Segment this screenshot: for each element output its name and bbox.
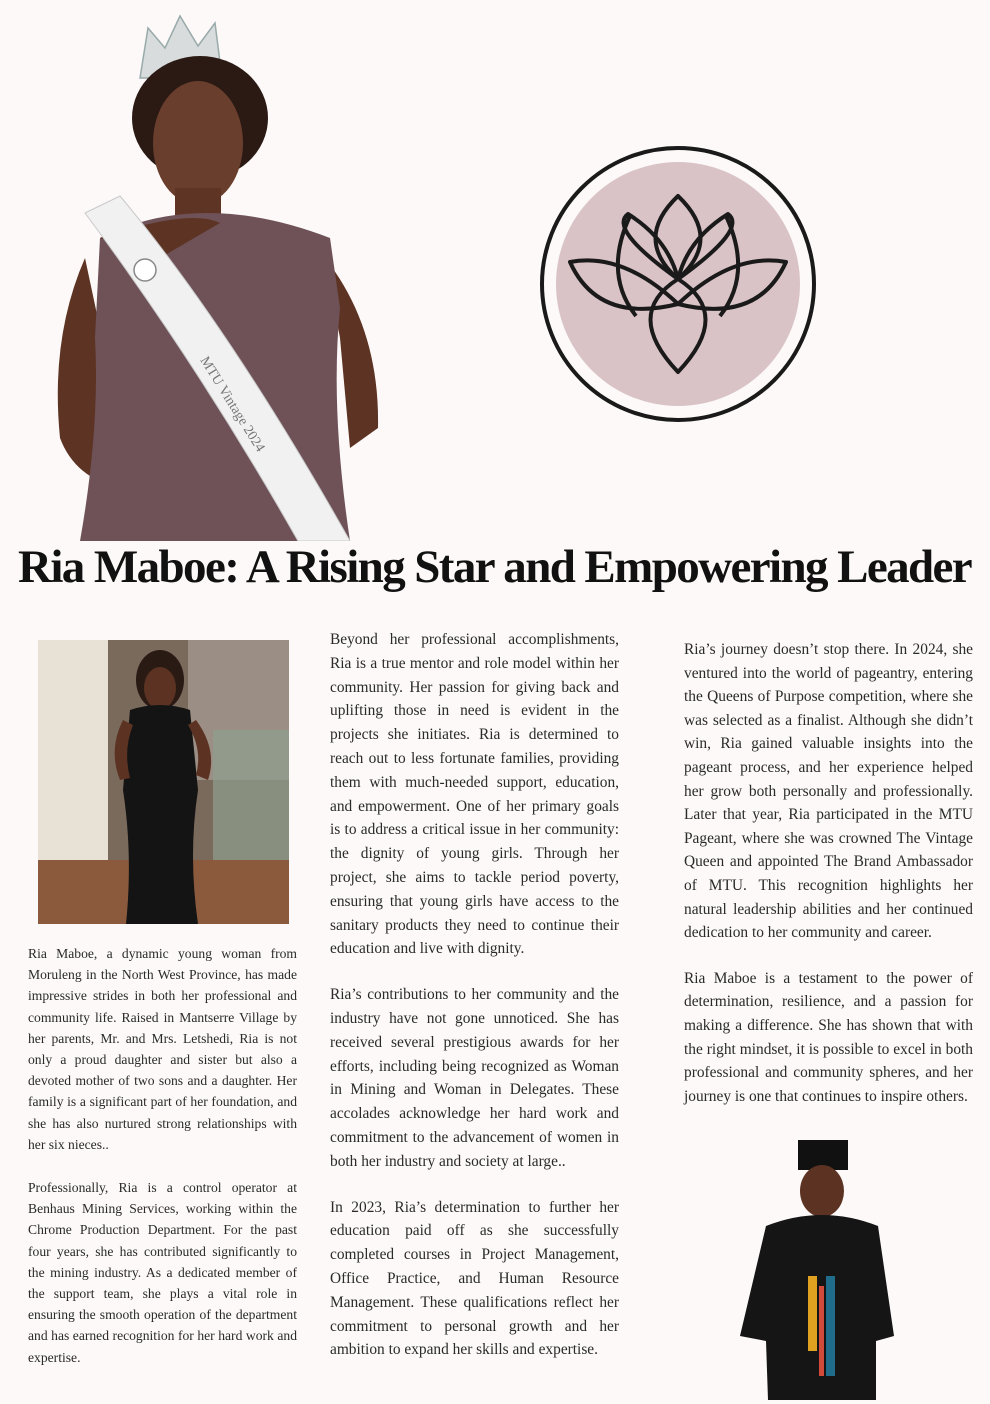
sash-text: MTU Vintage 2024 bbox=[196, 354, 268, 455]
column-2-paragraph-1: Beyond her professional accomplishments, Ria is a true mentor and role model within her community. Her passion for giving back and uplifting those in need is evident in the projects she initiates. Ria is determined to reach out to less fortunate families, providing them with much-needed support, education, and empowerment. One of her primary goals is to address a critical issue in her community: the dignity of young girls. Through her project, she aims to tackle period poverty, ensuring that young girls have access to the sanitary products they need to continue their education and live with dignity. bbox=[330, 631, 619, 958]
lotus-icon bbox=[538, 144, 818, 424]
graduation-photo-graphic bbox=[736, 1136, 896, 1400]
column-1-paragraph-2-text: Professionally, Ria is a control operator at Benhaus Mining Services, working within the Chrome Production Department. For the past four years, she has contributed significantly to the mining industry. As a dedicated member of the support team, she plays a vital role in ensuring the smooth operation of the department and has earned recognition for her hard work and expertise. bbox=[28, 1180, 297, 1365]
hero-photo bbox=[40, 8, 385, 541]
column-3-paragraph-2: Ria Maboe is a testament to the power of determination, resilience, and a passion for making a difference. She has shown that with the right mindset, it is possible to excel in both professional and community spheres, and her journey is one that continues to inspire others. bbox=[684, 969, 973, 1105]
lotus-logo bbox=[538, 144, 818, 424]
column-2-paragraph-3: In 2023, Ria’s determination to further her education paid off as she successfully completed courses in Project Management, Office Practice, and Human Resource Management. These qualifications reflect her commitment to personal growth and her ambition to expand her skills and expertise. bbox=[330, 1198, 619, 1359]
column-2 bbox=[330, 628, 619, 1384]
column-2-paragraph-2: Ria’s contributions to her community and the industry have not gone unnoticed. She has received several prestigious awards for her efforts, including being recognized as Woman in Mining and Woman in Delegates. These accolades acknowledge her hard work and commitment to the advancement of women in both her industry and society at large.. bbox=[330, 986, 619, 1170]
column-1 bbox=[28, 943, 297, 1390]
graduation-photo bbox=[736, 1136, 896, 1400]
column-1-paragraph-1: Ria Maboe, a dynamic young woman from Moruleng in the North West Province, has made impressive strides in both her professional and community life. Raised in Mantserre Village by her parents, Mr. and Mrs. Letshedi, Ria is not only a proud daughter and sister but also a devoted mother of two sons and a daughter. Her family is a significant part of her foundation, and she has also nurtured strong relationships with her six nieces.. bbox=[28, 946, 297, 1152]
page-title: Ria Maboe: A Rising Star and Empowering Leader bbox=[18, 541, 972, 593]
interior-photo-graphic bbox=[38, 640, 289, 924]
column-3-paragraph-1: Ria’s journey doesn’t stop there. In 2024, she ventured into the world of pageantry, entering the Queens of Purpose competition, where she was selected as a finalist. Although she didn’t win, Ria gained valuable insights into the pageant process, and her experience helped her grow both personally and professionally. Later that year, Ria participated in the MTU Pageant, where she was crowned The Vintage Queen and appointed The Brand Ambassador of MTU. This recognition highlights her natural leadership abilities and her continued dedication to her community and career. bbox=[684, 641, 973, 942]
hero-photo-graphic bbox=[40, 8, 385, 541]
interior-photo bbox=[38, 640, 289, 924]
column-3 bbox=[684, 638, 973, 1130]
